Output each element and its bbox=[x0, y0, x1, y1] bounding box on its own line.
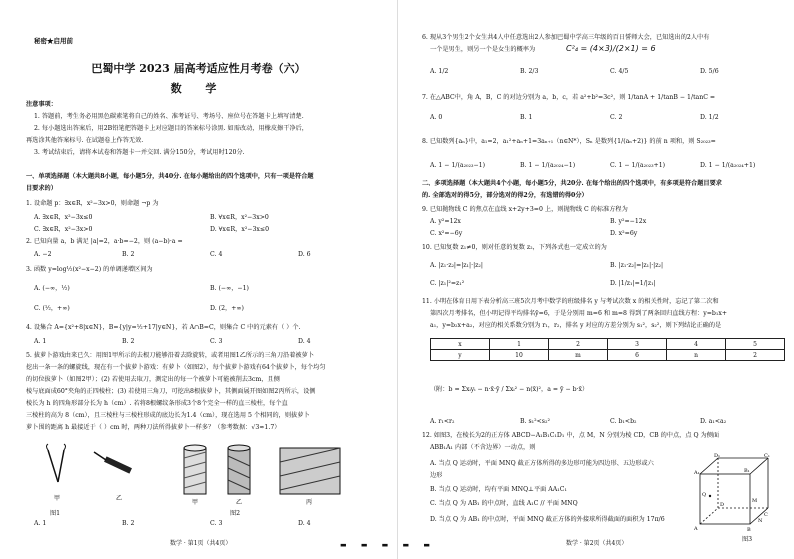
q5-option: D. 4 bbox=[298, 520, 311, 527]
q9-option: C. x²=−6y bbox=[430, 230, 463, 237]
question-5: 萝卜围的距离 h 最接近于（ ）cm 时，两种刀法所得拔萝卜一样多？（参考数据：√3≈1.7） bbox=[26, 424, 281, 431]
question-11: a₁，y=b₂x+a₂，对应的相关系数分别为 r₁，r₂，排名 y 对应的方差分别为 s₁²，s₂²，则下列结论正确的是 bbox=[430, 322, 722, 329]
radish-cylinder-b bbox=[228, 445, 250, 494]
radish-cylinder-a bbox=[184, 445, 206, 494]
q11-option: A. r₁<r₂ bbox=[430, 418, 455, 425]
fig-caption: 图3 bbox=[742, 536, 753, 543]
question-5: 5. 拔萝卜游戏由来已久：用图1甲所示的去根刀能够沿着去除旋转，或者用图1乙所示的三角刀沿着被萝卜 bbox=[26, 352, 314, 359]
q1-option: D. ∀x∈R，x²−3x≤0 bbox=[210, 226, 270, 233]
q12-option: A. 当点 Q 运动时，平面 MNQ 截正方体所得的多边形可能为四边形、五边形或六 bbox=[430, 460, 654, 467]
q8-option: A. 1 − 1/(a₂₀₂₃−1) bbox=[430, 162, 486, 169]
section-heading: 一、单项选择题（本大题共8小题，每小题5分，共40分. 在每小题给出的四个选项中，只有一项是符合题 bbox=[26, 173, 314, 180]
point-q bbox=[709, 495, 711, 497]
figure-1-2 bbox=[34, 442, 374, 512]
section-heading: 二、多项选择题（本大题共4个小题，每小题5分，共20分. 在每个给出的四个选项中，有多项是符合题目要求 bbox=[422, 180, 722, 187]
table-cell: 6 bbox=[608, 350, 667, 361]
q5-option: B. 2 bbox=[122, 520, 135, 527]
q6-option: D. 5/6 bbox=[700, 68, 719, 75]
table-cell: y bbox=[431, 350, 490, 361]
q4-option: D. 4 bbox=[298, 338, 311, 345]
alignment-marks: ▬ ▬ ▬ ▬ ▬ bbox=[340, 541, 436, 549]
table-cell: 1 bbox=[490, 339, 549, 350]
q3-option: D. (2，+∞) bbox=[210, 305, 244, 312]
table-cell: x bbox=[431, 339, 490, 350]
page-footer: 数学 · 第1页（共4页） bbox=[170, 540, 232, 547]
q12-option: B. 当点 Q 运动时，均有平面 MNQ⊥平面 AA₁C₁ bbox=[430, 486, 567, 493]
fig-label: 乙 bbox=[236, 499, 243, 506]
q7-option: C. 2 bbox=[610, 114, 623, 121]
q9-option: A. y²=12x bbox=[430, 218, 461, 225]
page-footer: 数学 · 第2页（共4页） bbox=[566, 540, 628, 547]
q4-option: A. 1 bbox=[34, 338, 47, 345]
question-5: 棱与底面成60°夹角的正四棱柱；(3) 若使用三角刀，可挖出8根拔萝卜，其侧面展开图如图2丙所示，设侧 bbox=[26, 388, 316, 395]
question-9: 9. 已知抛物线 C 的焦点在直线 x+2y+3=0 上，则抛物线 C 的标准方程为 bbox=[422, 206, 628, 213]
notice-line: 再选涂其他答案标号. 在试题卷上作答无效. bbox=[26, 137, 144, 144]
fig-label: 丙 bbox=[306, 499, 313, 506]
table-row bbox=[431, 339, 785, 350]
table-cell: 2 bbox=[549, 339, 608, 350]
q8-option: C. 1 − 1/(a₂₀₂₃+1) bbox=[610, 162, 666, 169]
question-5: 三棱柱的高为 8（cm），且三棱柱与三棱柱形成的底边长为1.4（cm），现在选用 5 个相同的，则拔萝卜 bbox=[26, 412, 310, 419]
q12-option: 边形 bbox=[430, 472, 443, 479]
table-cell: m bbox=[549, 350, 608, 361]
question-7: 7. 在△ABC中，角 A，B，C 的对边分别为 a，b，c，若 a²+b²=3c²，则 1/tanA + 1/tanB − 1/tanC = bbox=[422, 94, 716, 101]
knife-tool bbox=[94, 452, 132, 474]
table-cell: 3 bbox=[608, 339, 667, 350]
secret-label: 秘密★启用前 bbox=[34, 37, 73, 45]
q2-option: A. −2 bbox=[34, 251, 52, 258]
question-10: 10. 已知复数 z₁≠0，则对任意的复数 z₂，下列各式也一定成立的为 bbox=[422, 244, 607, 251]
cube-label: A₁ bbox=[694, 470, 700, 476]
table-cell: 10 bbox=[490, 350, 549, 361]
question-11: 第四次月考排名，但小明记得平均排名ȳ=6，于是分别用 m=6 和 m=8 得到了两条回归直线方程：y=b₁x+ bbox=[430, 310, 728, 317]
q11-formula: （附：b = Σxᵢyᵢ − n·x̄·ȳ / Σxᵢ² − n(x̄)²，a = ȳ − b·x̄） bbox=[430, 386, 589, 393]
question-11: 11. 小明在体育日用下表分析高三班5次月考中数学的班级排名 y 与考试次数 x 的相关性时，忘记了第二次和 bbox=[422, 298, 719, 305]
notice-line: 2. 每小题选出答案后，用2B铅笔把答题卡上对应题目的答案标号涂黑. 如需改动，用橡皮擦干净后， bbox=[34, 125, 308, 132]
cube-label: M bbox=[752, 498, 758, 504]
cube-label: N bbox=[758, 518, 763, 524]
cube-label: Q bbox=[702, 492, 707, 498]
cube-label: B bbox=[747, 527, 751, 532]
notice-title: 注意事项： bbox=[26, 101, 57, 108]
notice-line: 3. 考试结束后，请将本试卷和答题卡一并交回. 满分150分，考试用时120分. bbox=[34, 149, 245, 156]
q7-option: A. 0 bbox=[430, 114, 443, 121]
q4-option: B. 2 bbox=[122, 338, 135, 345]
q5-option: C. 3 bbox=[210, 520, 223, 527]
exam-title: 巴蜀中学 2023 届高考适应性月考卷（六） bbox=[91, 62, 306, 75]
q3-option: B. (−∞，−1) bbox=[210, 285, 249, 292]
question-2: 2. 已知向量 a，b 满足 |a|=2，a·b=−2，则 (a−b)·a = bbox=[26, 238, 183, 245]
fig-label: 甲 bbox=[54, 495, 61, 502]
table-row bbox=[431, 350, 785, 361]
q8-option: D. 1 − 1/(a₂₀₂₄+1) bbox=[700, 162, 756, 169]
q10-option: D. |1/z₁|=1/|z₁| bbox=[610, 280, 656, 287]
table-cell: 5 bbox=[726, 339, 785, 350]
question-5: 棱长为 h 的四角形部分长为 h（cm）. 若将8根螺纹条形成3个8个完全一样的直三棱柱，每个直 bbox=[26, 400, 288, 407]
table-cell: 2 bbox=[726, 350, 785, 361]
q1-option: C. ∃x∈R，x²−3x>0 bbox=[34, 226, 93, 233]
cube-label: B₁ bbox=[744, 468, 750, 474]
handwritten-note: C²₄ = (4×3)/(2×1) = 6 bbox=[566, 44, 656, 53]
q7-option: B. 1 bbox=[520, 114, 533, 121]
section-heading: 的. 全部选对的得5分，部分选对的得2分，有选错的得0分） bbox=[422, 192, 588, 199]
fig-caption: 图1 bbox=[50, 510, 61, 517]
q3-option: C. (½，+∞) bbox=[34, 305, 70, 312]
exam-subject: 数 学 bbox=[170, 82, 227, 95]
q3-option: A. (−∞，½) bbox=[34, 285, 70, 292]
q1-option: B. ∀x∈R，x²−3x>0 bbox=[210, 214, 269, 221]
q6-option: C. 4/5 bbox=[610, 68, 629, 75]
section-heading: 目要求的） bbox=[26, 185, 57, 192]
q2-option: D. 6 bbox=[298, 251, 311, 258]
question-1: 1. 设命题 p：∃x∈R，x²−3x>0，则命题 ¬p 为 bbox=[26, 200, 159, 207]
q9-option: B. y²=−12x bbox=[610, 218, 647, 225]
q1-option: A. ∃x∈R，x²−3x≤0 bbox=[34, 214, 93, 221]
question-12: ABB₁A₁ 内部（不含边界）一动点，则 bbox=[430, 444, 536, 451]
notice-line: 1. 答题前，考生务必用黑色碳素笔将自己的姓名、准考证号、考场号、座位号在答题卡上填写清楚. bbox=[34, 113, 304, 120]
q6-option: A. 1/2 bbox=[430, 68, 449, 75]
q6-option: B. 2/3 bbox=[520, 68, 539, 75]
rank-table bbox=[430, 338, 785, 361]
q11-option: B. s₁²<s₂² bbox=[520, 418, 550, 425]
cube-label: D bbox=[720, 502, 725, 508]
q2-option: C. 4 bbox=[210, 251, 223, 258]
question-6: 6. 现从3个男生2个女生共4人中任意选出2人参加巴蜀中学高三年级的百日誓师大会，已知选出的2人中有 bbox=[422, 34, 710, 41]
cube-label: D₁ bbox=[714, 453, 721, 459]
q4-option: C. 3 bbox=[210, 338, 223, 345]
q7-option: D. 1/2 bbox=[700, 114, 719, 121]
tongs-tool bbox=[47, 444, 66, 482]
q10-option: C. |z₁|²=z₁² bbox=[430, 280, 465, 287]
question-8: 8. 已知数列{aₙ}中，a₁=2，a₁²+aₙ+1=3aₙ₊₁（n∈N*），Sₙ 是数列{1/(aₙ+2)} 的前 n 项和，则 S₂₀₂₃= bbox=[422, 138, 716, 145]
radish-unrolled bbox=[280, 448, 340, 494]
question-4: 4. 设集合 A={x²+8|x∈N}，B={y|y=½+17|y∈N}，若 A∩B=C，则集合 C 中的元素有（ ）个. bbox=[26, 324, 301, 331]
question-6: 一个是男生，则另一个是女生的概率为 bbox=[430, 46, 536, 53]
fig-label: 甲 bbox=[192, 499, 199, 506]
question-12: 12. 如图3，在棱长为2的正方体 ABCD−A₁B₁C₁D₁ 中，点 M，N 分别为棱 CD，CB 的中点，点 Q 为侧面 bbox=[422, 432, 720, 439]
question-3: 3. 函数 y=log½(x²−x−2) 的单调递增区间为 bbox=[26, 266, 153, 273]
table-cell: n bbox=[667, 350, 726, 361]
q8-option: B. 1 − 1/(a₂₀₂₄−1) bbox=[520, 162, 576, 169]
q11-option: C. b₁<b₂ bbox=[610, 418, 637, 425]
table-cell: 4 bbox=[667, 339, 726, 350]
question-5: 挖出一条一条的螺旋线，现在有一个拔萝卜游戏：有萝卜（如图2），每个拔萝卜游戏有64个拔萝卜，每个均匀 bbox=[26, 364, 326, 371]
q2-option: B. 2 bbox=[122, 251, 135, 258]
q9-option: D. x²=6y bbox=[610, 230, 638, 237]
q5-option: A. 1 bbox=[34, 520, 47, 527]
fig-label: 乙 bbox=[116, 495, 123, 502]
q10-option: B. |z₁·z₂|=|z₁|·|z₂| bbox=[610, 262, 664, 269]
q12-option: C. 当点 Q 为 AB₁ 的中点时，直线 A₁C // 平面 MNQ bbox=[430, 500, 578, 507]
cube-figure-3 bbox=[692, 452, 772, 532]
q12-option: D. 当点 Q 为 AB₁ 的中点时，平面 MNQ 截正方体的外接球所得截面的面积为 17π/6 bbox=[430, 516, 665, 523]
q10-option: A. |z₁·z₂|=|z₁|·|z₂| bbox=[430, 262, 483, 269]
question-5: 的切位拔萝卜（如图2甲）；(2) 若使用去取刀，测定出的每一个被萝卜可能被削去3cm，且侧 bbox=[26, 376, 280, 383]
q11-option: D. a₁<a₂ bbox=[700, 418, 727, 425]
cube-label: A bbox=[694, 526, 698, 532]
cube-label: C₁ bbox=[764, 453, 770, 459]
fig-caption: 图2 bbox=[230, 510, 241, 517]
cube-label: C bbox=[764, 512, 768, 518]
